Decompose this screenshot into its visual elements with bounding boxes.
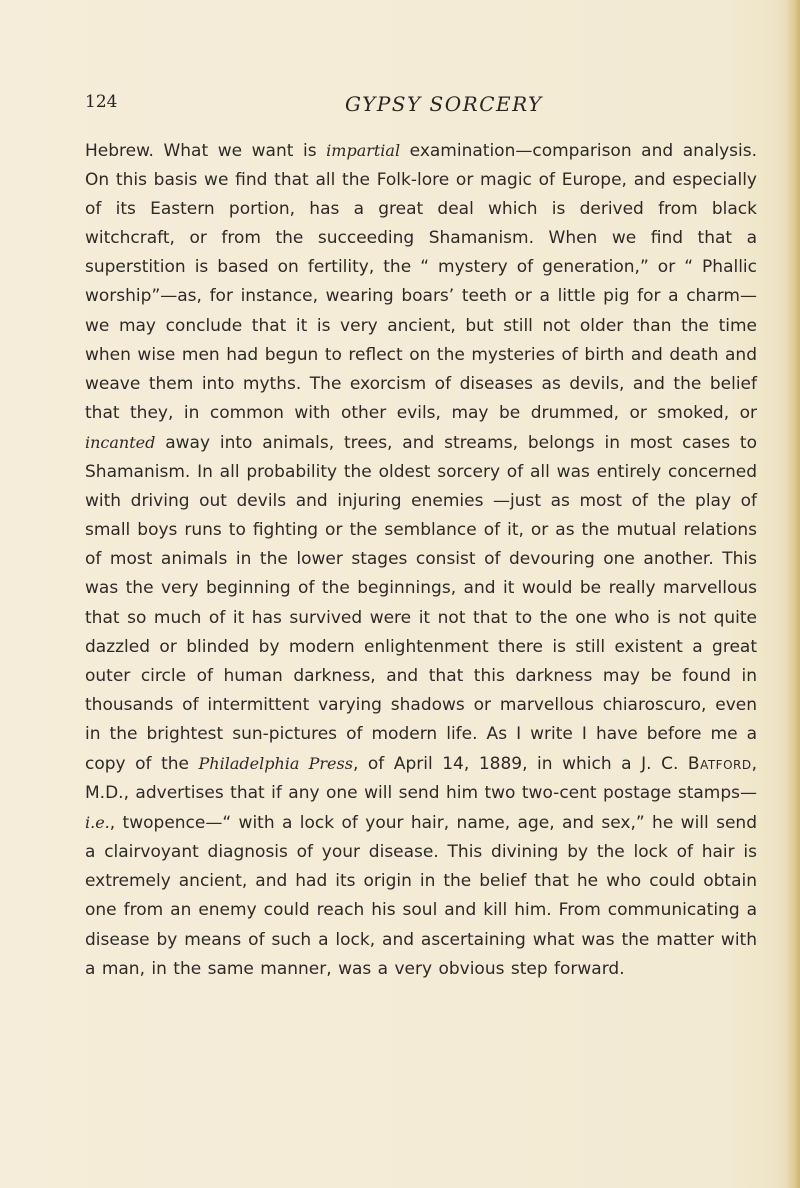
italic-text: Philadelphia Press bbox=[198, 753, 353, 773]
text-run: Hebrew. What we want is bbox=[85, 141, 327, 161]
body-text bbox=[85, 136, 757, 984]
text-run: , twopence—“ with a lock of your hair, name, age, and sex,” he will send a clairvoyant diagnosis of your disease. This divining by the lock of hair is extremely ancient, and had its origin in the belief that he who could obtain one from an enemy could reach his soul and kill him. From communicating a disease by means of such a lock, and ascertaining what was the matter with a man, in the same manner, was a very obvious step forward. bbox=[85, 813, 757, 979]
text-run: away into animals, trees, and streams, belongs in most cases to Shamanism. In all probability the oldest sorcery of all was entirely concerned with driving out devils and injuring enemies —just as most of the play of small boys runs to fighting or the semblance of it, or as the mutual relations of most animals in the lower stages consist of devouring one another. This was the very beginning of the beginnings, and it would be really marvellous that so much of it has survived were it not that to the one who is not quite dazzled or blinded by modern enlightenment there is still existent a great outer circle of human darkness, and that this darkness may be found in thousands of intermittent varying shadows or marvellous chiaroscuro, even in the brightest sun-pictures of modern life. As I write I have before me a copy of the bbox=[85, 432, 757, 774]
page-edge-shading bbox=[786, 0, 800, 1188]
page-header bbox=[85, 92, 757, 122]
italic-text: incanted bbox=[85, 432, 156, 452]
italic-text: i.e. bbox=[85, 813, 110, 833]
small-caps-text: Batford bbox=[687, 753, 752, 774]
text-run: examination—comparison and analysis. On this basis we find that all the Folk-lore or magic of Europe, and especially of its Eastern portion, has a great deal which is derived from black witchcraft, or from the succeeding Shamanism. When we find that a superstition is based on fertility, the “ mystery of generation,” or “ Phallic worship”—as, for instance, wearing boars’ teeth or a little pig for a charm—we may conclude that it is very ancient, but still not older than the time when wise men had begun to reflect on the mysteries of birth and death and weave them into myths. The exorcism of diseases as devils, and the belief that they, in common with other evils, may be drummed, or smoked, or bbox=[85, 141, 757, 423]
text-run: , M.D., advertises that if any one will send him two two-cent postage stamps— bbox=[85, 753, 758, 804]
italic-text: impartial bbox=[326, 141, 401, 160]
paragraph bbox=[85, 136, 757, 984]
page-number: 124 bbox=[85, 92, 118, 112]
text-run: , of April 14, 1889, in which a J. C. bbox=[352, 753, 688, 774]
running-head: GYPSY SORCERY bbox=[345, 92, 543, 116]
